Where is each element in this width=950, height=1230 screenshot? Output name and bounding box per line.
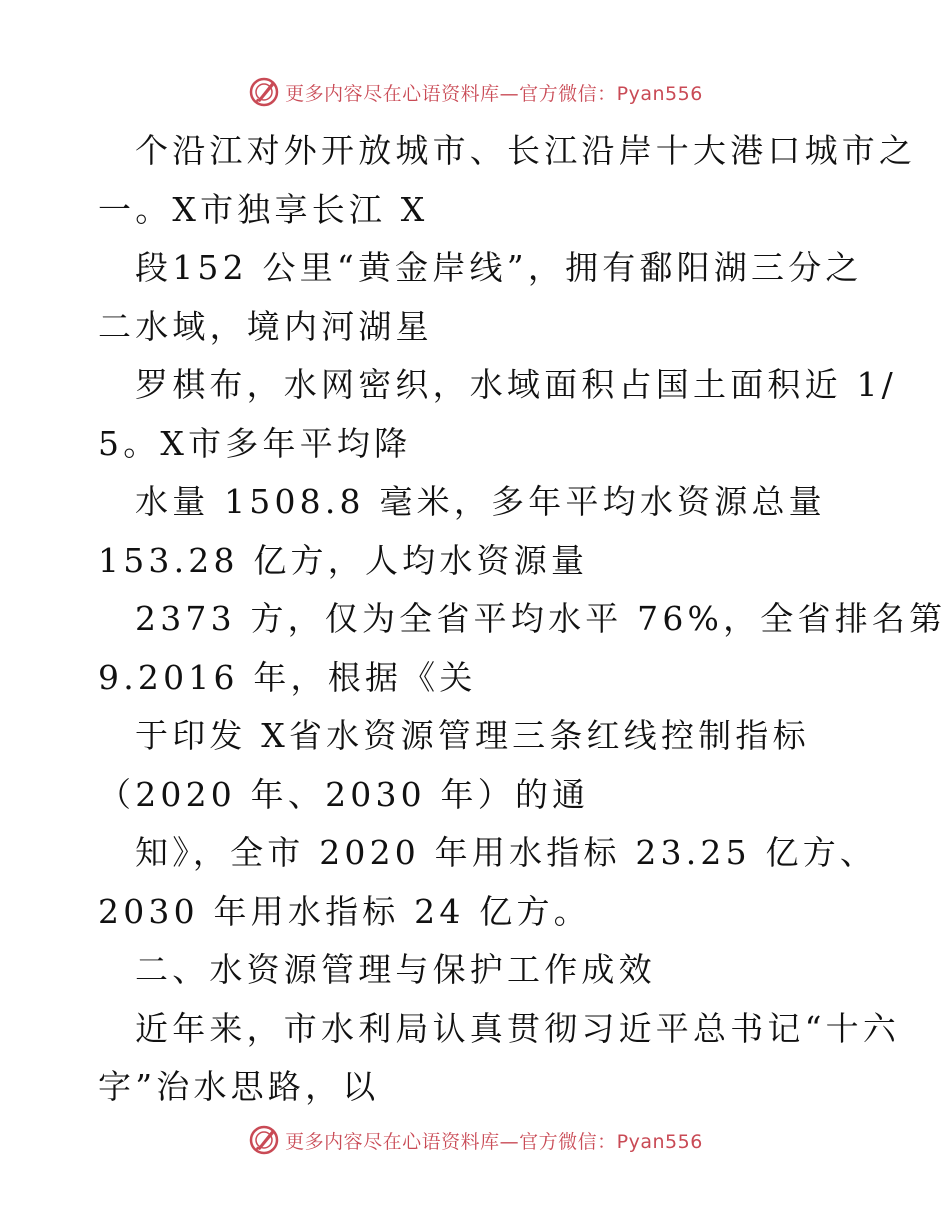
text-line: 近年来，市水利局认真贯彻习近平总书记“十六 [135,1008,901,1048]
text-line: 罗棋布，水网密织，水域面积占国土面积近 1/ [135,365,898,404]
quill-seal-logo-icon [247,1123,281,1157]
text-line: 一。X市独享长江 X [98,189,429,229]
text-line: 字”治水思路，以 [98,1067,380,1106]
text-line: 2030 年用水指标 24 亿方。 [98,891,591,931]
text-line: 个沿江对外开放城市、长江沿岸十大港口城市之 [135,131,917,170]
text-line: 二、水资源管理与保护工作成效 [135,950,656,989]
text-line: 段152 公里“黄金岸线”，拥有鄱阳湖三分之 [135,248,863,287]
watermark-text: 更多内容尽在心语资料库—官方微信：Pyan556 [285,82,703,105]
header-watermark [0,72,950,112]
text-line: 2373 方，仅为全省平均水平 76%，全省排名第 [135,599,947,638]
text-line: 知》，全市 2020 年用水指标 23.25 亿方、 [135,833,878,872]
text-line: 5。X市多年平均降 [98,423,412,463]
footer-watermark [0,1120,950,1160]
watermark-text: 更多内容尽在心语资料库—官方微信：Pyan556 [285,1130,703,1153]
text-line: 水量 1508.8 毫米，多年平均水资源总量 [135,482,826,521]
text-line: 二水域，境内河湖星 [98,306,433,346]
quill-seal-logo-icon [247,75,281,109]
text-line: 9.2016 年，根据《关 [98,657,477,697]
text-line: 153.28 亿方，人均水资源量 [98,540,589,580]
text-line: 于印发 X省水资源管理三条红线控制指标 [135,716,810,755]
text-line: （2020 年、2030 年）的通 [98,774,590,814]
document-body [98,122,947,1117]
